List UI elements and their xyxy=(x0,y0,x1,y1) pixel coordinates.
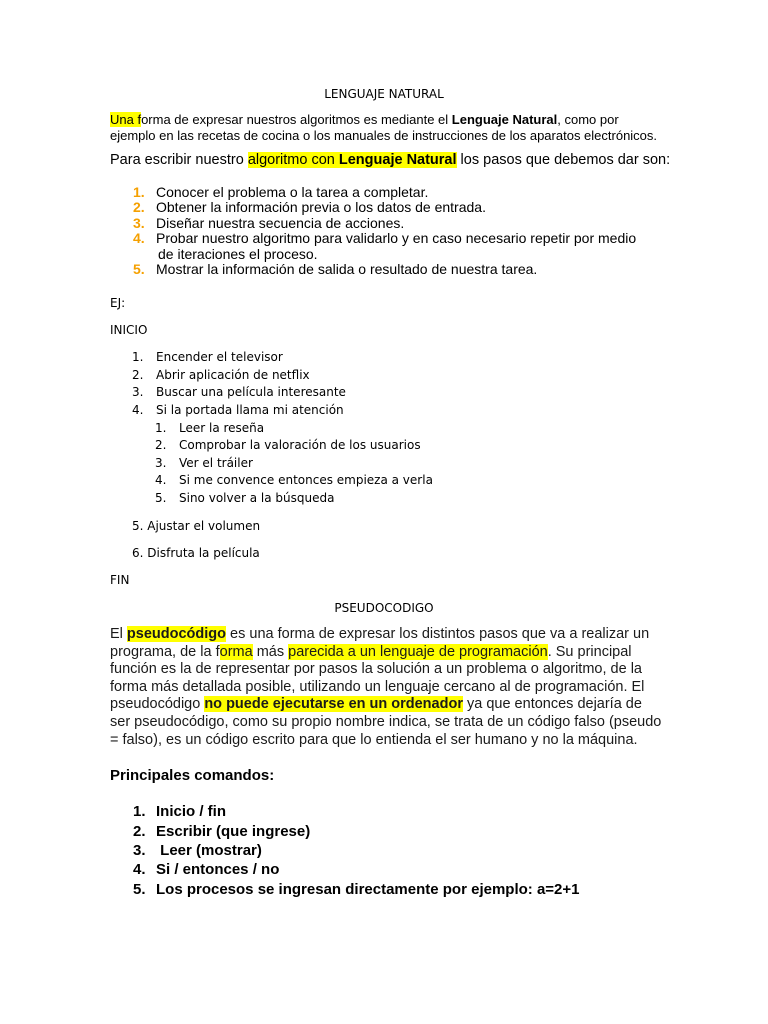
section-title-pseudocodigo: PSEUDOCODIGO xyxy=(334,601,434,615)
example-label: EJ: xyxy=(110,296,126,310)
example-subitem: 4. Si me convence entonces empieza a verla xyxy=(155,473,433,487)
step-item: 3. Diseñar nuestra secuencia de acciones. xyxy=(133,215,405,231)
highlight-pseudocodigo: pseudocódigo xyxy=(126,626,227,642)
command-item: 5. Los procesos se ingresan directamente por ejemplo: a=2+1 xyxy=(133,881,580,898)
pseudocode-paragraph: El pseudocódigo es una forma de expresar los distintos pasos que va a realizar un programa, de la forma más parecida a un lenguaje de programación. Su principal función es la de representar por pasos la solución a un problema o algoritmo, de la forma más detallada posible, utilizando un lenguaje cercano al de programación. El pseudocódigo no puede ejecutarse en un ordenador ya que entonces dejaría de ser pseudocódigo, como su propio nombre indica, se trata de un código falso (pseudo = falso), es un código escrito para que lo entienda el ser humano y no la máquina. xyxy=(110,626,662,748)
example-item: 2. Abrir aplicación de netflix xyxy=(132,368,310,382)
step-item: 2. Obtener la información previa o los datos de entrada. xyxy=(133,199,486,215)
step-item: 4. Probar nuestro algoritmo para validarlo y en caso necesario repetir por medio de iteraciones el proceso. xyxy=(133,230,637,262)
example-item-6: 6. Disfruta la película xyxy=(132,546,260,560)
example-subitem: 2. Comprobar la valoración de los usuarios xyxy=(155,438,421,452)
command-item: 4. Si / entonces / no xyxy=(133,861,280,878)
section-title-lenguaje-natural: LENGUAJE NATURAL xyxy=(324,87,444,101)
example-item: 3. Buscar una película interesante xyxy=(132,385,346,399)
example-end: FIN xyxy=(110,573,130,587)
example-item-5: 5. Ajustar el volumen xyxy=(132,519,261,533)
steps-intro: Para escribir nuestro algoritmo con Lenguaje Natural los pasos que debemos dar son: xyxy=(110,152,671,168)
commands-heading: Principales comandos: xyxy=(110,767,275,784)
command-item: 1. Inicio / fin xyxy=(133,803,226,820)
command-item: 2. Escribir (que ingrese) xyxy=(133,823,311,840)
command-item: 3. Leer (mostrar) xyxy=(133,842,262,859)
example-subitem: 3. Ver el tráiler xyxy=(155,456,253,470)
example-item: 4. Si la portada llama mi atención xyxy=(132,403,344,417)
highlight-no-ejecutarse: no puede ejecutarse en un ordenador xyxy=(204,696,463,713)
step-item: 5. Mostrar la información de salida o resultado de nuestra tarea. xyxy=(133,261,538,277)
highlight-una: Una f xyxy=(110,112,142,127)
example-start: INICIO xyxy=(110,323,148,337)
example-subitem: 5. Sino volver a la búsqueda xyxy=(155,491,335,505)
intro-paragraph: Una forma de expresar nuestros algoritmos es mediante el Lenguaje Natural, como por ejemplo en las recetas de cocina o los manuales de instrucciones de los aparatos electrónicos. xyxy=(110,112,658,143)
highlight-algoritmo: algoritmo con Lenguaje Natural xyxy=(247,152,457,168)
example-subitem: 1. Leer la reseña xyxy=(155,421,265,435)
example-item: 1. Encender el televisor xyxy=(132,350,283,364)
step-item: 1. Conocer el problema o la tarea a completar. xyxy=(133,184,429,200)
